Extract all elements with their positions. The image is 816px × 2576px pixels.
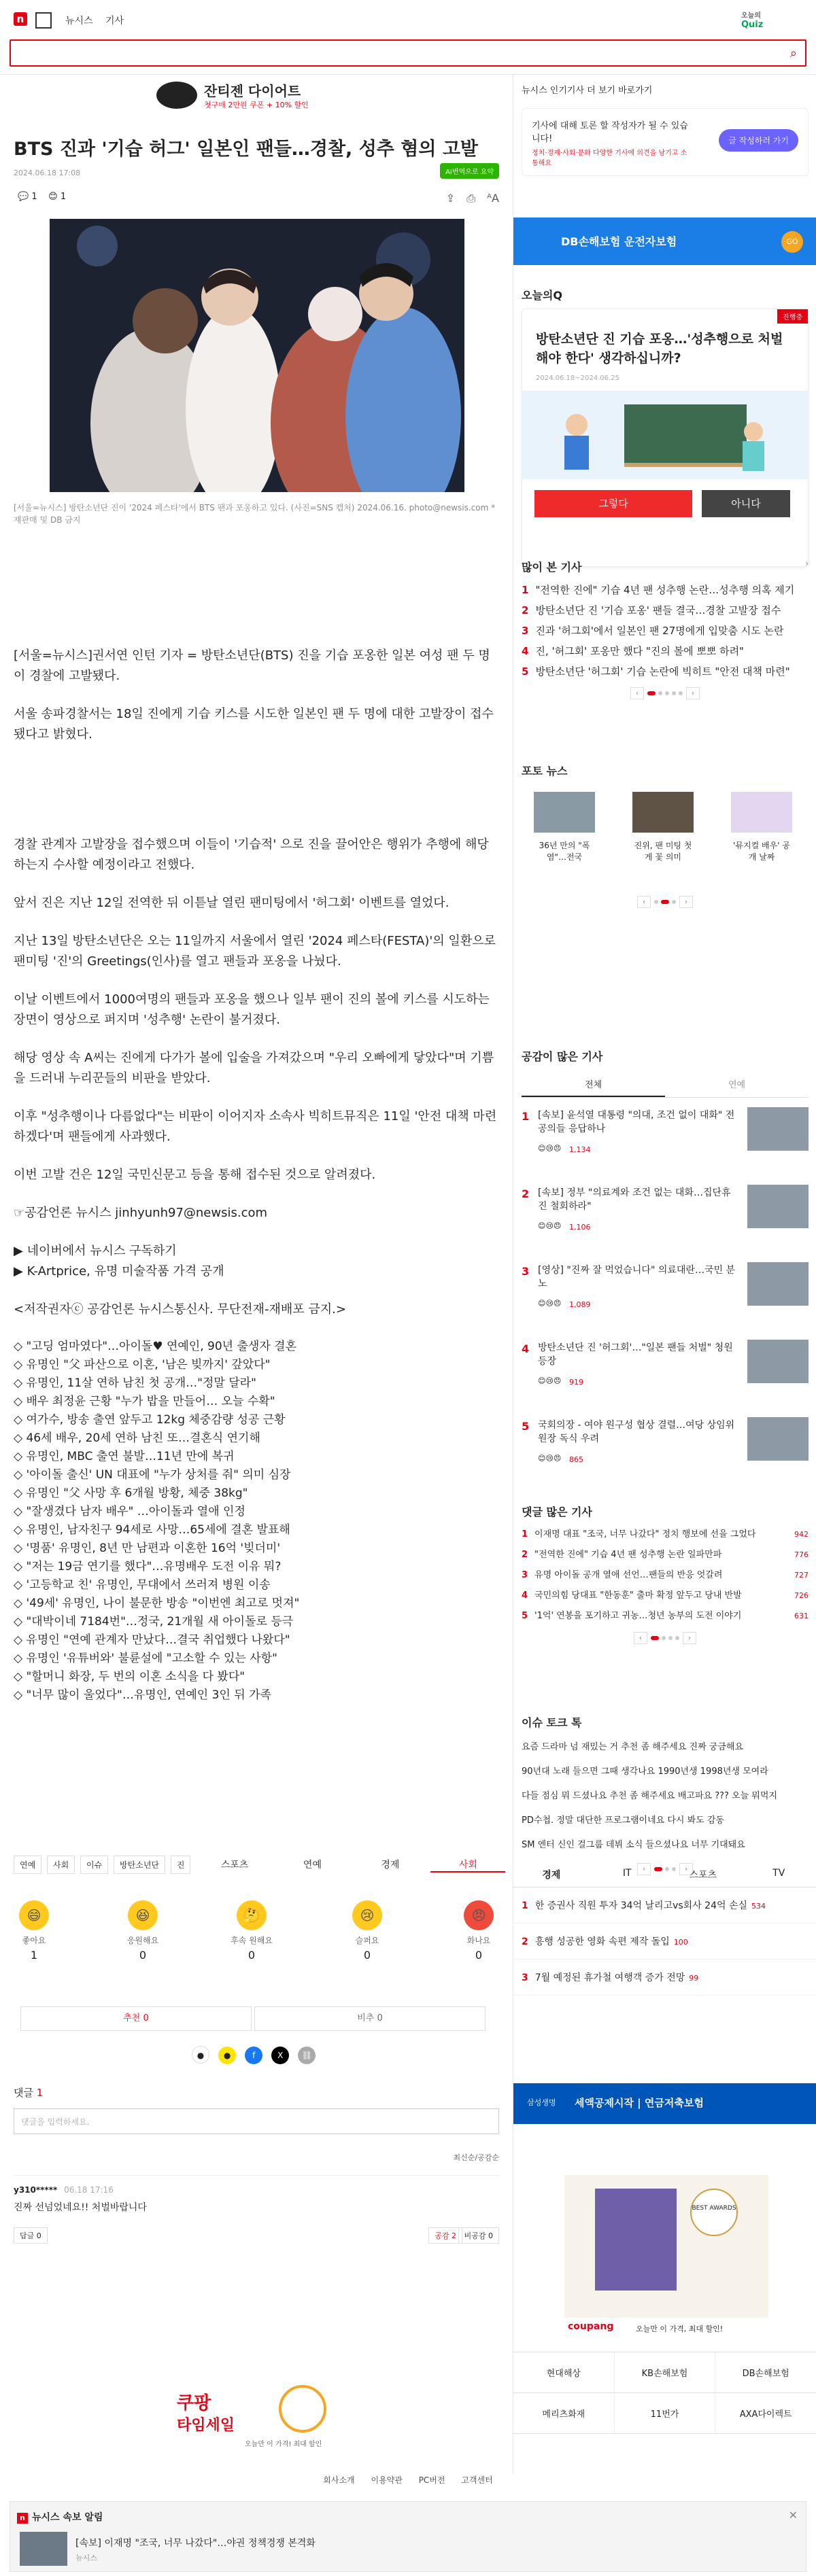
- ad-brand: 삼성생명: [527, 2098, 556, 2107]
- insurance-link[interactable]: KB손해보험: [615, 2352, 716, 2393]
- related-headline[interactable]: ◇ 배우 최정윤 근황 "누가 밥을 만들어… 오늘 수확": [14, 1395, 275, 1408]
- comment-header: [14, 2085, 43, 2100]
- close-icon[interactable]: ✕: [788, 2509, 798, 2522]
- rank-title: "전역한 진에" 기습 4년 팬 성추행 논란…성추행 의혹 제기: [535, 584, 795, 596]
- article-paragraph: 이후 "성추행이나 다름없다"는 비판이 이어지자 소속사 빅히트뮤직은 11일 '안전 대책 마련하겠다'며 팬들에게 사과했다.: [14, 1109, 497, 1144]
- article-paragraph: [서울=뉴시스]권서연 인턴 기자 = 방탄소년단(BTS) 진을 기습 포옹한 일본 여성 팬 두 명이 경찰에 고발됐다.: [14, 648, 490, 683]
- quiz-small-label: 오늘의: [741, 12, 761, 20]
- photo-caption[interactable]: '뮤지컬 배우' 공개 날짜: [733, 841, 790, 862]
- liked-list: [513, 1107, 816, 1485]
- most-liked-box: [513, 1040, 816, 1475]
- reply-button[interactable]: 답글 0: [14, 2227, 48, 2244]
- next-icon[interactable]: ›: [679, 896, 693, 908]
- downvote-button[interactable]: 비추 0: [254, 2006, 486, 2031]
- commented-title: '1억' 연봉을 포기하고 귀농…청년 농부의 도전 이야기: [534, 1611, 742, 1621]
- like-face-icon: 😄: [19, 1900, 49, 1930]
- cmt-rank-head: 댓글 많은 기사: [522, 1505, 592, 1518]
- most-commented-box: [513, 1495, 816, 1692]
- category-tag[interactable]: 사회: [47, 1856, 75, 1874]
- rank-number: 1: [522, 1529, 528, 1539]
- liked-item[interactable]: [522, 1340, 809, 1408]
- section-item[interactable]: [513, 1887, 816, 1924]
- talk-item[interactable]: PD수첩. 정말 대단한 프로그램이네요 다시 봐도 감동: [522, 1815, 724, 1826]
- insurance-grid: [513, 2352, 816, 2433]
- follow-face-icon: 🤔: [237, 1900, 267, 1930]
- reaction-count: 0: [248, 1949, 256, 1962]
- rank-list: [513, 580, 816, 682]
- liked-thumb[interactable]: [747, 1262, 809, 1306]
- section-list: [513, 1887, 816, 1996]
- coupang-timesale-ad[interactable]: [156, 2375, 367, 2450]
- section-item[interactable]: [513, 1960, 816, 1996]
- upvote-button[interactable]: 추천 0: [20, 2006, 252, 2031]
- comment-input[interactable]: 댓글을 입력하세요.: [14, 2108, 499, 2134]
- rank-number: 3: [522, 1972, 528, 1983]
- today-quiz-box: [513, 279, 816, 591]
- article-body: [14, 646, 499, 1705]
- like-count: 1,106: [569, 1223, 591, 1232]
- ad-product-image: [156, 82, 197, 109]
- commented-item[interactable]: [513, 1565, 816, 1586]
- breaking-title[interactable]: [속보] 이재명 "조국, 너무 나갔다"…야권 정책경쟁 본격화: [75, 2538, 316, 2549]
- related-headline[interactable]: ◇ '고등학교 친' 유명인, 무대에서 쓰러져 병원 이송: [14, 1578, 271, 1592]
- comment-sort-toggle[interactable]: 최신순/공감순: [453, 2153, 499, 2162]
- rank-title: 진, '허그회' 포옹만 했다 "진의 볼에 뽀뽀 하려": [535, 645, 744, 657]
- promo-box: [513, 75, 816, 211]
- commented-title: "전역한 진에" 기습 4년 팬 성추행 논란 일파만파: [534, 1550, 722, 1560]
- rank-number: 2: [522, 1936, 528, 1947]
- comment-like-button[interactable]: 공감 2: [428, 2227, 462, 2244]
- ad-brand: 쿠팡: [177, 2393, 211, 2414]
- tab-economy[interactable]: 경제: [381, 1860, 400, 1870]
- comment-item: [14, 2175, 499, 2257]
- article-title: BTS 진과 '기습 허그' 일본인 팬들…경찰, 성추 혐의 고발: [14, 139, 478, 160]
- reaction-icons: 😊😢😠: [538, 1144, 562, 1153]
- header-links: [65, 14, 133, 27]
- liked-title: [속보] 정부 "의료계와 조건 없는 대화…집단휴진 철회하라": [538, 1187, 731, 1212]
- article-date: 2024.06.18 17:08: [14, 169, 81, 177]
- kakao-share-icon[interactable]: ●: [218, 2047, 236, 2064]
- tab-tv[interactable]: TV: [772, 1868, 785, 1879]
- commented-title: 국민의힘 당대표 "한동훈" 출마 확정 앞두고 당내 반발: [534, 1590, 742, 1601]
- photo-caption: [서울=뉴시스] 방탄소년단 진이 '2024 페스타'에서 BTS 팬과 포옹하고 있다. (사진=SNS 캡처) 2024.06.16. photo@newsis.com *재판매 및 DB 금지: [14, 503, 496, 525]
- talk-item[interactable]: SM 엔터 신인 걸그룹 데뷔 소식 들으셨나요 너무 기대돼요: [522, 1840, 745, 1850]
- comment-count: 631: [790, 1606, 809, 1626]
- coupang-logo: coupang: [568, 2321, 614, 2332]
- liked-item[interactable]: [522, 1262, 809, 1330]
- samsung-life-ad[interactable]: [513, 2083, 816, 2124]
- related-headline[interactable]: ◇ 유명인 "父 사망 후 6개월 방황, 체중 38kg": [14, 1486, 248, 1500]
- menu-grid-icon[interactable]: [35, 12, 52, 29]
- share-icon[interactable]: ⇪: [445, 192, 456, 205]
- related-headline[interactable]: ◇ "잘생겼다 남자 배우" …아이돌과 열애 인정: [14, 1505, 245, 1518]
- comment-count: 1: [31, 192, 37, 202]
- tab-economy[interactable]: 경제: [542, 1870, 561, 1881]
- liked-thumb[interactable]: [747, 1107, 809, 1151]
- rank-item[interactable]: [513, 641, 816, 661]
- comment-count: 942: [790, 1525, 809, 1545]
- comment-icon[interactable]: 💬: [18, 192, 29, 202]
- section-tabs: [197, 1858, 513, 1873]
- related-headline[interactable]: ◇ "저는 19금 연기를 했다"…유명배우 도전 이유 뭐?: [14, 1560, 282, 1573]
- article-paragraph: 이번 고발 건은 12일 국민신문고 등을 통해 접수된 것으로 알려졌다.: [14, 1168, 376, 1182]
- related-headline[interactable]: ◇ 유명인, 11살 연하 남친 첫 공개…"정말 달라": [14, 1376, 256, 1390]
- prev-icon[interactable]: ‹: [630, 687, 644, 699]
- reaction-count: 0: [475, 1949, 483, 1962]
- font-size-icon[interactable]: ᴬA: [487, 192, 499, 205]
- today-quiz-button[interactable]: [741, 10, 802, 33]
- comment-count: 727: [790, 1565, 809, 1586]
- link-copy-icon[interactable]: ⛓: [298, 2047, 316, 2064]
- comment-count: 726: [790, 1586, 809, 1606]
- artprice-link[interactable]: ▶ K-Artprice, 유명 미술작품 가격 공개: [14, 1264, 224, 1278]
- newsis-logo: n: [17, 2513, 28, 2524]
- reaction-sad[interactable]: [333, 1900, 401, 1962]
- rank-number: 3: [522, 1265, 530, 1278]
- related-headline[interactable]: ◇ "대박이네 7184번"…정국, 21개월 새 아이돌로 등극: [14, 1615, 294, 1629]
- like-count: 1,089: [569, 1300, 591, 1309]
- article-paragraph: 앞서 진은 지난 12일 전역한 뒤 이튿날 열린 팬미팅에서 '허그회' 이벤트를 열었다.: [14, 896, 449, 910]
- insurance-link[interactable]: 11번가: [615, 2393, 716, 2434]
- insurance-link[interactable]: AXA다이렉트: [715, 2393, 816, 2434]
- quiz-date: 2024.06.18~2024.06.25: [536, 375, 619, 382]
- go-button[interactable]: GO: [781, 231, 803, 253]
- rank-head: 많이 본 기사: [522, 561, 582, 574]
- reaction-icons: 😊😢😠: [538, 1376, 562, 1385]
- related-headline[interactable]: ◇ 유명인 "父 파산으로 이혼, '남은 빚까지' 갚았다": [14, 1358, 271, 1372]
- photo-caption[interactable]: 36년 만의 "폭염"…전국: [539, 841, 590, 862]
- category-tag[interactable]: 방탄소년단: [114, 1856, 165, 1874]
- reaction-angry[interactable]: [445, 1900, 513, 1962]
- related-headline[interactable]: ◇ "고딩 엄마였다"…아이돌♥ 연예인, 90년 출생자 결혼: [14, 1340, 297, 1353]
- liked-title: [속보] 윤석열 대통령 "의대, 조건 없이 대화" 전공의들 응답하나: [538, 1110, 735, 1134]
- tab-entertainment[interactable]: 연예: [303, 1860, 322, 1870]
- like-count: 919: [569, 1378, 583, 1387]
- ad-subtitle: 첫구매 2만원 쿠폰 + 10% 할인: [204, 101, 309, 109]
- article-paragraph: 지난 13일 방탄소년단은 오는 11일까지 서울에서 열린 '2024 페스타(FESTA)'의 일환으로 팬미팅 '진'의 Greetings(인사)를 열고 팬들과 포옹을 나눴다.: [14, 934, 496, 969]
- pager: [513, 1632, 816, 1644]
- comment-header-label: 댓글: [14, 2087, 33, 2099]
- rank-number: 5: [522, 665, 529, 678]
- header-link-article[interactable]: 기사: [105, 16, 124, 27]
- reaction-count: 0: [139, 1949, 147, 1962]
- reaction-count: 0: [363, 1949, 371, 1962]
- breaking-thumb[interactable]: [20, 2532, 67, 2566]
- reaction-label: 슬퍼요: [355, 1936, 379, 1945]
- ins-label: DB손해보험 운전자보험: [561, 235, 677, 248]
- related-headline[interactable]: ◇ 유명인 "연예 관계자 만났다…결국 취업했다 나왔다": [14, 1633, 290, 1647]
- subscribe-link[interactable]: ▶ 네이버에서 뉴시스 구독하기: [14, 1244, 177, 1258]
- prev-icon[interactable]: ‹: [634, 1632, 647, 1644]
- reaction-bar: [0, 1900, 513, 1982]
- footer-link[interactable]: 회사소개: [323, 2475, 355, 2485]
- liked-item[interactable]: [522, 1417, 809, 1485]
- reaction-icons: 😊😢😠: [538, 1454, 562, 1463]
- related-headline[interactable]: ◇ '명품' 유명인, 8년 만 남편과 이혼한 16억 '빚더미': [14, 1542, 281, 1555]
- rank-number: 4: [522, 1590, 528, 1601]
- pager: [513, 896, 816, 908]
- tab-sports[interactable]: 스포츠: [220, 1860, 249, 1870]
- quiz-head: 오늘의Q: [522, 289, 562, 302]
- insurance-link[interactable]: 메리츠화재: [513, 2393, 615, 2434]
- print-icon[interactable]: ⎙: [466, 192, 476, 205]
- liked-title: [영상] "진짜 잘 먹었습니다" 의료대란…국민 분노: [538, 1265, 735, 1289]
- photo-caption[interactable]: 진위, 팬 미팅 첫 게 꽃 의미: [634, 841, 692, 862]
- section-news-box: [513, 1862, 816, 2121]
- commented-item[interactable]: [513, 1586, 816, 1606]
- tab-sports[interactable]: 스포츠: [689, 1870, 717, 1881]
- rank-title: 진과 '허그회'에서 일본인 팬 27명에게 입맞춤 시도 논란: [535, 625, 784, 637]
- search-icon[interactable]: ⌕: [789, 46, 797, 60]
- breaking-source: 뉴시스: [75, 2554, 97, 2562]
- angry-face-icon: 😠: [464, 1900, 494, 1930]
- liked-title: 방탄소년단 진 '허그회'…"일본 팬들 처벌" 청원 등장: [538, 1342, 733, 1367]
- liked-thumb[interactable]: [747, 1417, 809, 1461]
- breaking-news-popup: [10, 2501, 806, 2572]
- most-viewed-box: [513, 551, 816, 741]
- comment-header-count: 1: [36, 2087, 44, 2099]
- like-count: 865: [569, 1455, 583, 1464]
- rank-number: 1: [522, 584, 529, 596]
- reaction-follow[interactable]: [218, 1900, 286, 1962]
- reaction-label: 좋아요: [22, 1936, 46, 1945]
- comment-text: 진짜 선넘었네요!! 처벌바랍니다: [14, 2202, 147, 2213]
- ad-sub: 오늘만 이 가격! 최대 할인: [245, 2441, 322, 2448]
- photo-head: 포토 뉴스: [522, 765, 568, 778]
- promo-head[interactable]: 뉴시스 인기기사 더 보기 바로가기: [522, 86, 653, 96]
- header-link-newsis[interactable]: 뉴시스: [65, 16, 93, 27]
- related-headline[interactable]: ◇ 유명인, 남자친구 94세로 사망…65세에 결혼 발표해: [14, 1523, 290, 1537]
- rank-title: 방탄소년단 '허그회' 기습 논란에 빅히트 "안전 대책 마련": [535, 665, 790, 678]
- right-sidebar: [513, 75, 816, 2474]
- rank-number: 2: [522, 1550, 528, 1560]
- search-input[interactable]: [10, 39, 806, 67]
- band-share-icon[interactable]: ●: [192, 2046, 209, 2064]
- section-count: 100: [673, 1938, 688, 1947]
- rank-title: 방탄소년단 진 '기습 포옹' 팬들 결국…경찰 고발장 접수: [535, 604, 781, 616]
- rank-number: 4: [522, 645, 529, 657]
- comment-date: 06.18 17:16: [64, 2185, 114, 2195]
- rank-number: 4: [522, 1342, 530, 1355]
- breaking-header: [17, 2510, 103, 2524]
- gong-head: 공감이 많은 기사: [522, 1050, 603, 1063]
- write-post-button[interactable]: 글 작성하러 가기: [719, 129, 798, 152]
- ad-label: 세액공제시작 | 연금저축보험: [575, 2097, 704, 2109]
- tab-all[interactable]: 전체: [522, 1072, 665, 1097]
- footer-link[interactable]: 고객센터: [461, 2475, 493, 2485]
- category-tag[interactable]: 이슈: [80, 1856, 108, 1874]
- article-paragraph: 해당 영상 속 A씨는 진에게 다가가 볼에 입술을 가져갔으며 "우리 오빠에게 닿았다"며 기쁨을 드러내 누리꾼들의 비판을 받았다.: [14, 1051, 494, 1085]
- commented-title: 유명 아이돌 공개 열애 선언…팬들의 반응 엇갈려: [534, 1570, 723, 1580]
- quiz-label: Quiz: [741, 20, 764, 30]
- category-tags: [14, 1856, 193, 1874]
- related-headline[interactable]: ◇ "할머니 화장, 두 번의 이혼 소식을 다 봤다": [14, 1670, 245, 1684]
- best-awards-badge: BEST AWARDS: [690, 2189, 738, 2236]
- commented-list: [513, 1525, 816, 1626]
- category-tag[interactable]: 진: [171, 1856, 191, 1874]
- rank-item[interactable]: [513, 661, 816, 682]
- talk-item[interactable]: 다들 점심 뭐 드셨나요 추천 좀 해주세요 배고파요 ??? 오늘 뭐먹지: [522, 1791, 777, 1801]
- chevron-right-icon[interactable]: ›: [805, 559, 809, 568]
- reaction-cheer[interactable]: [109, 1900, 177, 1962]
- commented-item[interactable]: [513, 1525, 816, 1545]
- reaction-icons: 😊😢😠: [538, 1221, 562, 1230]
- article-photo: [50, 219, 464, 492]
- quiz-illustration: [522, 391, 808, 479]
- article-paragraph: 이날 이벤트에서 1000여명의 팬들과 포옹을 했으나 일부 팬이 진의 볼에 키스를 시도하는 장면이 영상으로 퍼지며 '성추행' 논란이 불거졌다.: [14, 992, 490, 1027]
- rank-number: 5: [522, 1611, 528, 1621]
- quiz-no-button[interactable]: 아니다: [702, 490, 790, 517]
- related-headline[interactable]: ◇ 여가수, 방송 출연 앞두고 12kg 체중감량 성공 근황: [14, 1413, 286, 1427]
- rank-number: 3: [522, 1570, 528, 1580]
- talk-item[interactable]: 90년대 노래 들으면 그때 생각나요 1990년생 1998년생 모여라: [522, 1766, 768, 1777]
- like-emoji-icon[interactable]: 😊: [48, 192, 58, 202]
- section-title: 흥행 성공한 영화 속편 제작 돌입: [534, 1936, 670, 1947]
- ad-label: 타임세일: [177, 2417, 235, 2434]
- promo-question: 기사에 대해 토론 할 작성자가 될 수 있습니다!: [532, 121, 688, 144]
- commented-item[interactable]: [513, 1545, 816, 1565]
- section-count: 99: [689, 1974, 699, 1983]
- article-paragraph: [14, 763, 499, 817]
- rank-number: 5: [522, 1420, 530, 1433]
- top-ad-banner[interactable]: [156, 75, 360, 116]
- facebook-share-icon[interactable]: f: [245, 2047, 262, 2064]
- quiz-yes-button[interactable]: 그렇다: [534, 490, 692, 517]
- liked-thumb[interactable]: [747, 1185, 809, 1228]
- reaction-label: 화나요: [466, 1936, 491, 1945]
- insurance-link[interactable]: DB손해보험: [715, 2352, 816, 2393]
- comment-count: 776: [790, 1545, 809, 1565]
- sad-face-icon: 😢: [352, 1900, 382, 1930]
- reaction-label: 응원해요: [126, 1936, 159, 1945]
- footer-link[interactable]: PC버전: [418, 2475, 445, 2485]
- coupang-product-ad[interactable]: [513, 2175, 816, 2345]
- db-insurance-banner[interactable]: [513, 217, 816, 265]
- rank-number: 1: [522, 1900, 528, 1911]
- liked-thumb[interactable]: [747, 1340, 809, 1383]
- coupang-sub: 오늘만 이 가격, 최대 할인!: [636, 2325, 724, 2333]
- liked-title: 국회의장 - 여야 원구성 협상 결렬…여당 상임위원장 독식 우려: [538, 1420, 735, 1444]
- quiz-status-badge: 진행중: [777, 309, 808, 324]
- rank-number: 2: [522, 604, 529, 616]
- article-stats: [18, 192, 66, 202]
- tab-it[interactable]: IT: [622, 1868, 632, 1879]
- section-title: 7월 예정된 휴가철 여행객 증가 전망: [534, 1972, 685, 1983]
- insurance-link[interactable]: 현대해상: [513, 2352, 615, 2393]
- breaking-header-label: 뉴시스 속보 알림: [32, 2512, 103, 2523]
- related-headline[interactable]: ◇ 유명인, MBC 출연 불발…11년 만에 복귀: [14, 1450, 235, 1463]
- photo-thumb[interactable]: [632, 792, 694, 833]
- prev-icon[interactable]: ‹: [637, 1863, 651, 1875]
- liked-item[interactable]: [522, 1185, 809, 1253]
- reaction-like[interactable]: [0, 1900, 68, 1962]
- related-headline[interactable]: ◇ 46세 배우, 20세 연하 남친 또…결혼식 연기해: [14, 1431, 260, 1445]
- commented-title: 이재명 대표 "조국, 너무 나갔다" 정치 행보에 선을 그었다: [534, 1529, 756, 1539]
- comment-user: y310*****: [14, 2185, 58, 2195]
- commented-item[interactable]: [513, 1606, 816, 1626]
- article-paragraph: 서울 송파경찰서는 18일 진에게 기습 키스를 시도한 일본인 팬 두 명에 대한 고발장이 접수됐다고 밝혔다.: [14, 707, 494, 742]
- related-headline[interactable]: ◇ "너무 많이 울었다"…유명인, 연예인 3인 뒤 가족: [14, 1688, 271, 1702]
- newsis-logo[interactable]: n: [14, 12, 27, 26]
- alarm-clock-icon: [279, 2385, 326, 2433]
- site-header: [0, 0, 816, 75]
- section-title: 한 증권사 직원 투자 34억 날리고vs회사 24억 손실: [534, 1900, 748, 1911]
- rank-item[interactable]: [513, 621, 816, 641]
- related-headlines: [14, 1338, 499, 1705]
- rank-item[interactable]: [513, 600, 816, 621]
- article-paragraph: 경찰 관계자 고발장을 접수했으며 이들이 '기습적' 으로 진을 끌어안은 행위가 추행에 해당하는지 수사할 예정이라고 전했다.: [14, 837, 489, 872]
- section-count: 534: [751, 1902, 766, 1911]
- tab-society[interactable]: 사회: [430, 1858, 505, 1873]
- comment-dislike-button[interactable]: 비공감 0: [458, 2227, 499, 2244]
- rank-number: 1: [522, 1110, 530, 1123]
- rank-number: 3: [522, 625, 529, 637]
- like-count: 1: [60, 192, 67, 202]
- reporter-email: ☞공감언론 뉴시스 jinhyunh97@newsis.com: [14, 1206, 268, 1220]
- reaction-count: 1: [30, 1949, 38, 1962]
- liked-item[interactable]: [522, 1107, 809, 1175]
- ai-summary-button[interactable]: AI번역으로 요약: [440, 163, 499, 179]
- rank-item[interactable]: [513, 580, 816, 600]
- related-headline[interactable]: ◇ '아이돌 출신' UN 대표에 "누가 상처를 줘" 의미 심장: [14, 1468, 291, 1482]
- related-headline[interactable]: ◇ '49세' 유명인, 나이 불문한 방송 "이번엔 최고로 멋져": [14, 1597, 300, 1610]
- next-icon[interactable]: ›: [683, 1632, 696, 1644]
- photo-thumb[interactable]: [731, 792, 792, 833]
- prev-icon[interactable]: ‹: [637, 896, 651, 908]
- ad-title: 잔티젠 다이어트: [204, 83, 301, 99]
- tab-entertainment[interactable]: 연예: [728, 1080, 746, 1090]
- share-buttons: [192, 2046, 321, 2064]
- x-share-icon[interactable]: X: [271, 2047, 289, 2064]
- photo-thumb[interactable]: [534, 792, 595, 833]
- talk-head: 이슈 토크 톡: [522, 1716, 582, 1729]
- photo-news-box: [513, 754, 816, 931]
- talk-list: [513, 1735, 816, 1858]
- category-tag[interactable]: 연예: [14, 1856, 41, 1874]
- like-count: 1,134: [569, 1145, 591, 1154]
- product-image: [595, 2189, 677, 2291]
- next-icon[interactable]: ›: [686, 687, 700, 699]
- section-item[interactable]: [513, 1924, 816, 1960]
- pager: [513, 687, 816, 699]
- promo-sub: 정치·경제·사회·문화 다양한 기사에 의견을 남기고 소통해요: [532, 150, 687, 167]
- footer: [0, 2474, 816, 2486]
- next-icon[interactable]: ›: [679, 1863, 693, 1875]
- cheer-face-icon: 😆: [128, 1900, 158, 1930]
- rank-number: 2: [522, 1187, 530, 1200]
- article-tools: [438, 192, 499, 205]
- copyright-notice: <저작권자ⓒ 공감언론 뉴시스통신사. 무단전재-재배포 금지.>: [14, 1302, 346, 1317]
- related-headline[interactable]: ◇ 유명인 '유튜버와' 불륜설에 "고소할 수 있는 사항": [14, 1652, 277, 1665]
- reaction-label: 후속 원해요: [231, 1936, 273, 1945]
- reaction-icons: 😊😢😠: [538, 1299, 562, 1308]
- talk-item[interactable]: 요즘 드라마 넘 재밌는 거 추천 좀 해주세요 진짜 궁금해요: [522, 1742, 744, 1752]
- footer-link[interactable]: 이용약관: [371, 2475, 403, 2485]
- quiz-question: 방탄소년단 진 기습 포옹…'성추행으로 처벌 해야 한다' 생각하십니까?: [536, 332, 783, 366]
